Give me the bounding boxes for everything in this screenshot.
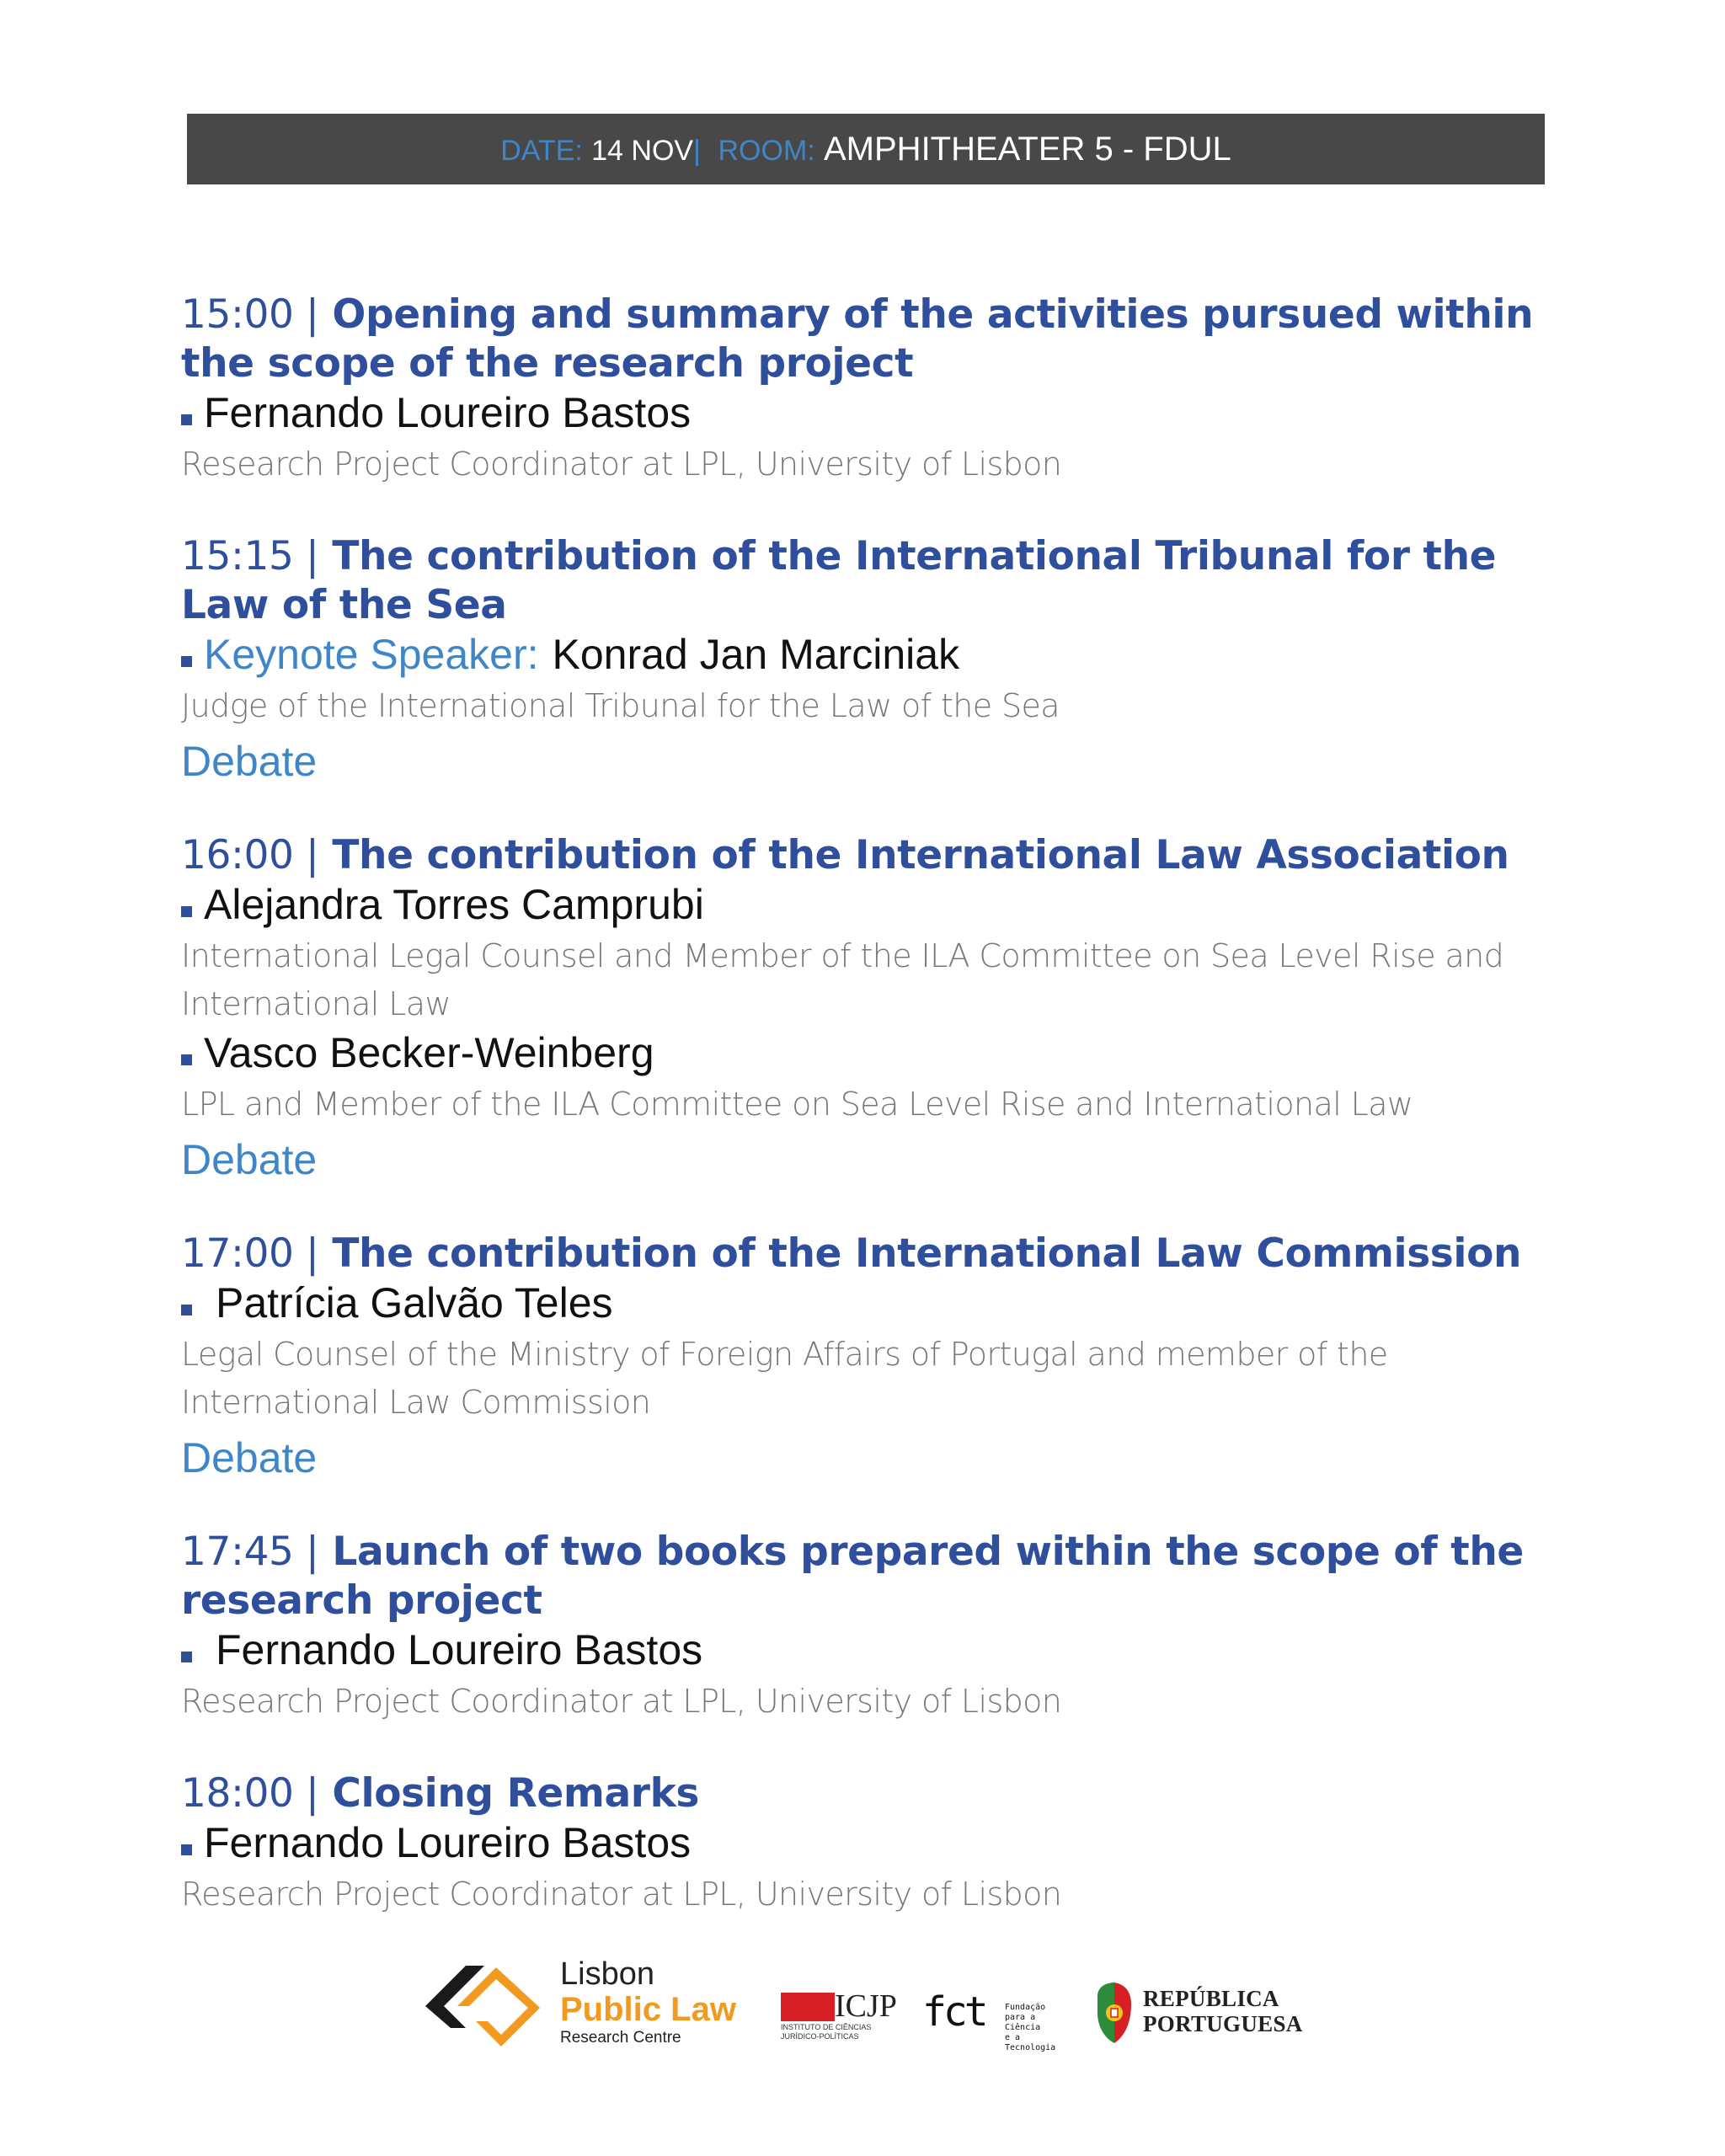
header-separator: |: [693, 135, 701, 167]
icjp-sub-line1: INSTITUTO DE CIÊNCIAS: [781, 2023, 872, 2031]
icjp-name: ICJP: [835, 1988, 897, 2024]
program-item: [181, 1528, 1546, 1726]
room-label: ROOM:: [718, 135, 815, 167]
program-list: [181, 291, 1546, 1962]
speaker: [181, 1028, 1546, 1077]
speaker: [181, 880, 1546, 929]
speaker-name: Konrad Jan Marciniak: [552, 631, 960, 678]
lpl-line1: Lisbon: [560, 1956, 654, 1992]
bullet-icon: [181, 656, 192, 667]
speaker-affiliation: LPL and Member of the ILA Committee on Sea Level Rise and International Law: [181, 1086, 1413, 1123]
bullet-icon: [181, 1844, 192, 1855]
room-value: AMPHITHEATER 5 - FDUL: [824, 131, 1231, 168]
speaker: [181, 1625, 1546, 1674]
speaker-affiliation: Research Project Coordinator at LPL, University of Lisbon: [181, 1683, 1062, 1720]
lisbon-public-law-logo: [417, 1954, 779, 2055]
session-title: [181, 1528, 1546, 1625]
session-title-text: Closing Remarks: [332, 1770, 700, 1817]
program-item: [181, 1769, 1546, 1919]
session-title: [181, 532, 1546, 630]
fct-sub-line2: para a Ciência: [1005, 2013, 1041, 2032]
portugal-emblem-icon: [1091, 1979, 1138, 2047]
speaker: [181, 630, 1546, 679]
speaker: [181, 1278, 1546, 1327]
session-time: 15:15 |: [181, 533, 319, 579]
speaker-name: Fernando Loureiro Bastos: [204, 389, 692, 436]
rep-line2: PORTUGUESA: [1143, 2011, 1303, 2036]
program-item: [181, 831, 1546, 1186]
speaker-affiliation: International Legal Counsel and Member of the ILA Committee on Sea Level Rise and International Law: [181, 937, 1504, 1022]
icjp-logo: [781, 1989, 907, 2048]
lpl-mark-icon: [417, 1954, 552, 2055]
fct-sub-line3: e a Tecnologia: [1005, 2033, 1056, 2052]
session-time: 16:00 |: [181, 832, 319, 878]
republica-wordmark: [1143, 1986, 1303, 2036]
speaker: [181, 388, 1546, 437]
lpl-wordmark: [560, 1957, 736, 2048]
speaker-affiliation: Research Project Coordinator at LPL, University of Lisbon: [181, 446, 1062, 483]
speaker-name: Patrícia Galvão Teles: [216, 1279, 613, 1326]
date-label: DATE:: [500, 135, 583, 167]
fct-name: fct: [922, 1988, 985, 2036]
session-time: 18:00 |: [181, 1770, 319, 1817]
session-title-text: The contribution of the International Law Association: [332, 832, 1509, 878]
lpl-line2: Public Law: [560, 1991, 736, 2028]
session-title-text: Launch of two books prepared within the scope of the research project: [181, 1529, 1524, 1624]
session-title: [181, 1230, 1546, 1278]
session-title: [181, 831, 1546, 880]
session-title-text: The contribution of the International Law Commission: [332, 1230, 1522, 1277]
bullet-icon: [181, 1054, 192, 1065]
session-title-text: Opening and summary of the activities pursued within the scope of the research project: [181, 291, 1534, 387]
sponsor-logos: [417, 1954, 1310, 2055]
session-time: 17:00 |: [181, 1230, 319, 1277]
debate-label: Debate: [181, 1434, 318, 1481]
session-title: [181, 291, 1546, 388]
session-time: 15:00 |: [181, 291, 319, 338]
debate-label: Debate: [181, 738, 318, 785]
speaker-name: Fernando Loureiro Bastos: [204, 1819, 692, 1866]
icjp-subtitle: [781, 2023, 907, 2041]
bullet-icon: [181, 1652, 192, 1662]
speaker-name: Alejandra Torres Camprubi: [204, 881, 704, 928]
rep-line1: REPÚBLICA: [1143, 1986, 1279, 2011]
date-value: 14 NOV: [591, 135, 694, 167]
speaker-affiliation: Legal Counsel of the Ministry of Foreign Affairs of Portugal and member of the International Law Commission: [181, 1336, 1388, 1421]
fct-sub-line1: Fundação: [1005, 2003, 1046, 2012]
bullet-icon: [181, 906, 192, 917]
program-item: [181, 291, 1546, 488]
icjp-red-block: [781, 1993, 835, 2021]
session-time: 17:45 |: [181, 1529, 319, 1575]
speaker-role: Keynote Speaker:: [204, 631, 539, 678]
bullet-icon: [181, 1305, 192, 1315]
fct-subtitle: [1005, 2003, 1074, 2053]
program-item: [181, 1230, 1546, 1484]
speaker-affiliation: Judge of the International Tribunal for the Law of the Sea: [181, 687, 1060, 724]
speaker-name: Vasco Becker-Weinberg: [204, 1029, 654, 1076]
speaker-affiliation: Research Project Coordinator at LPL, University of Lisbon: [181, 1876, 1062, 1913]
header-bar: [187, 114, 1545, 184]
bullet-icon: [181, 414, 192, 425]
debate-label: Debate: [181, 1136, 318, 1183]
republica-portuguesa-logo: [1091, 1979, 1310, 2055]
fct-logo: [922, 1988, 1074, 2052]
lpl-line3: Research Centre: [560, 2029, 681, 2047]
program-item: [181, 532, 1546, 787]
session-title: [181, 1769, 1546, 1818]
speaker-name: Fernando Loureiro Bastos: [216, 1626, 703, 1673]
speaker: [181, 1818, 1546, 1867]
icjp-sub-line2: JURÍDICO-POLÍTICAS: [781, 2032, 859, 2041]
session-title-text: The contribution of the International Tribunal for the Law of the Sea: [181, 533, 1497, 628]
